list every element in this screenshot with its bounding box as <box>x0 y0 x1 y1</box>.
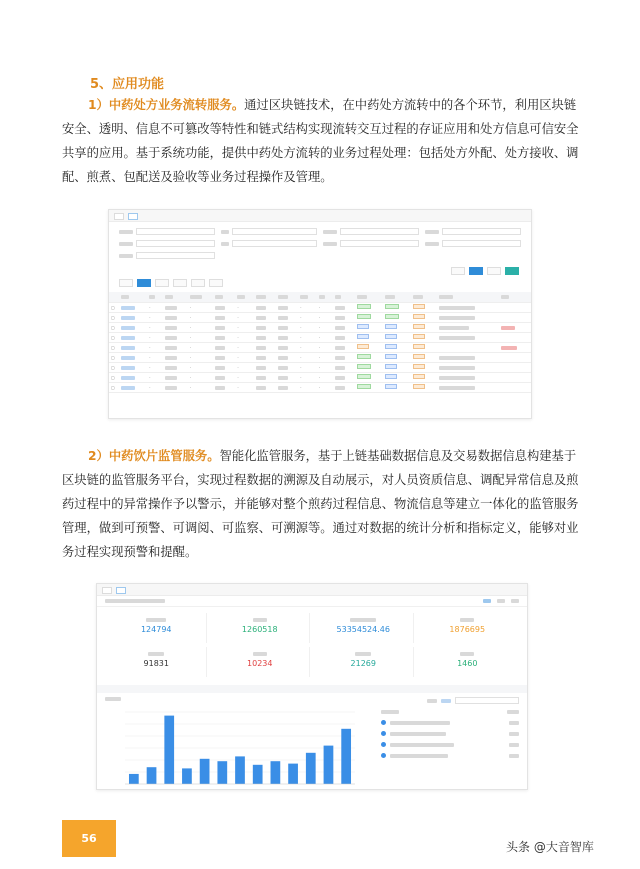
toolbar-button <box>155 279 169 287</box>
table-row: ▢ · · · · · <box>109 362 531 372</box>
filter-field <box>323 240 419 247</box>
toolbar-button <box>173 279 187 287</box>
filter-field <box>119 252 215 259</box>
stat-card <box>211 613 311 643</box>
screenshot-supervision-dashboard <box>96 583 528 790</box>
stat-card <box>314 647 414 677</box>
filter-field <box>425 240 521 247</box>
chart-bar <box>288 764 298 784</box>
screenshot-tabs <box>109 210 531 222</box>
toolbar-button <box>137 279 151 287</box>
chart-bar <box>253 765 263 784</box>
chart-bar <box>147 767 157 784</box>
chart-bar <box>235 756 245 784</box>
filter-field <box>425 228 521 235</box>
stat-card <box>418 613 518 643</box>
ranking-item <box>381 720 519 725</box>
table-row: ▢ · · · · · <box>109 352 531 362</box>
search-actions <box>109 265 531 277</box>
paragraph-lead: 1）中药处方业务流转服务。 <box>88 98 245 112</box>
filter-field <box>119 228 215 235</box>
reset-button <box>451 267 465 275</box>
stat-card <box>418 647 518 677</box>
dashboard-header <box>97 596 527 607</box>
chart-bar <box>271 761 281 784</box>
chart-bar <box>200 759 210 784</box>
table-row: ▢ · · · · · <box>109 332 531 342</box>
search-button <box>469 267 483 275</box>
table-toolbar <box>109 277 531 289</box>
chart-bar <box>324 746 334 784</box>
filter-field <box>323 228 419 235</box>
chart-bar <box>217 761 227 784</box>
export-button <box>505 267 519 275</box>
paragraph-body: 智能化监管服务，基于上链基础数据信息及交易数据信息构建基于区块链的监管服务平台，实现过程数据的溯源及自动展示，对人员资质信息、调配异常信息及煎药过程中的异常操作予以警示，并能够对整个煎药过程信息、物流信息等建立一体化的监管服务管理，做到可预警、可调阅、可监察、可溯源等。通过对数据的统计分析和指标定义，能够对业务过程实现预警和提醒。 <box>62 449 579 559</box>
source-credit: 头条 @大音智库 <box>506 840 594 854</box>
chart-bar <box>129 774 139 784</box>
ranking-list <box>363 706 527 790</box>
section-divider <box>97 685 527 693</box>
chart-bar <box>164 716 174 784</box>
paragraph-lead: 2）中药饮片监管服务。 <box>88 449 220 463</box>
page-number: 56 <box>62 820 116 857</box>
paragraph-supervision-service <box>62 444 582 564</box>
stat-value: 10234 <box>247 659 273 668</box>
filter-field <box>119 240 215 247</box>
chart-bar <box>341 729 351 784</box>
tab-active <box>128 213 138 220</box>
filter-field <box>221 228 317 235</box>
chart-bar <box>182 768 192 784</box>
filter-form <box>109 222 531 265</box>
tab-home <box>114 213 124 220</box>
stats-grid <box>97 607 527 683</box>
stat-card <box>107 647 207 677</box>
table-row: ▢ · · · · · <box>109 372 531 382</box>
stat-value: 91831 <box>143 659 169 668</box>
prescription-table <box>109 292 531 393</box>
filter-field <box>221 240 317 247</box>
toolbar-button <box>209 279 223 287</box>
paragraph-body: 通过区块链技术，在中药处方流转中的各个环节，利用区块链安全、透明、信息不可篡改等特性和链式结构实现流转交互过程的存证应用和处方信息可信安全共享的应用。基于系统功能，提供中药处方流转的业务过程处理：包括处方外配、处方接收、调配、煎煮、包配送及验收等业务过程操作及管理。 <box>62 98 579 184</box>
paragraph-prescription-service <box>62 93 582 189</box>
toolbar-button <box>119 279 133 287</box>
tab-active <box>116 587 126 594</box>
chart-header <box>97 695 527 706</box>
stat-value: 21269 <box>350 659 376 668</box>
ranking-item <box>381 742 519 747</box>
reset-button <box>487 267 501 275</box>
table-row: ▢ · · · · · <box>109 302 531 312</box>
stat-card <box>211 647 311 677</box>
stat-value: 1260518 <box>241 625 278 634</box>
tab-home <box>102 587 112 594</box>
table-row: ▢ · · · · · <box>109 342 531 352</box>
section-heading: 5、应用功能 <box>90 77 165 92</box>
bar-chart <box>103 706 363 790</box>
stat-value: 1876695 <box>449 625 486 634</box>
toolbar-button <box>191 279 205 287</box>
stat-value: 53354524.46 <box>336 625 390 634</box>
stat-value: 124794 <box>140 625 172 634</box>
table-row: ▢ · · · · · <box>109 322 531 332</box>
screenshot-tabs <box>97 584 527 596</box>
ranking-item <box>381 731 519 736</box>
screenshot-prescription-table <box>108 209 532 419</box>
ranking-item <box>381 753 519 758</box>
chart-bar <box>306 753 316 784</box>
stat-card <box>314 613 414 643</box>
table-row: ▢ · · · · · <box>109 312 531 322</box>
table-header <box>109 292 531 302</box>
stat-card <box>107 613 207 643</box>
stat-value: 1460 <box>457 659 478 668</box>
table-row: ▢ · · · · · <box>109 382 531 392</box>
chart-area <box>97 706 527 790</box>
